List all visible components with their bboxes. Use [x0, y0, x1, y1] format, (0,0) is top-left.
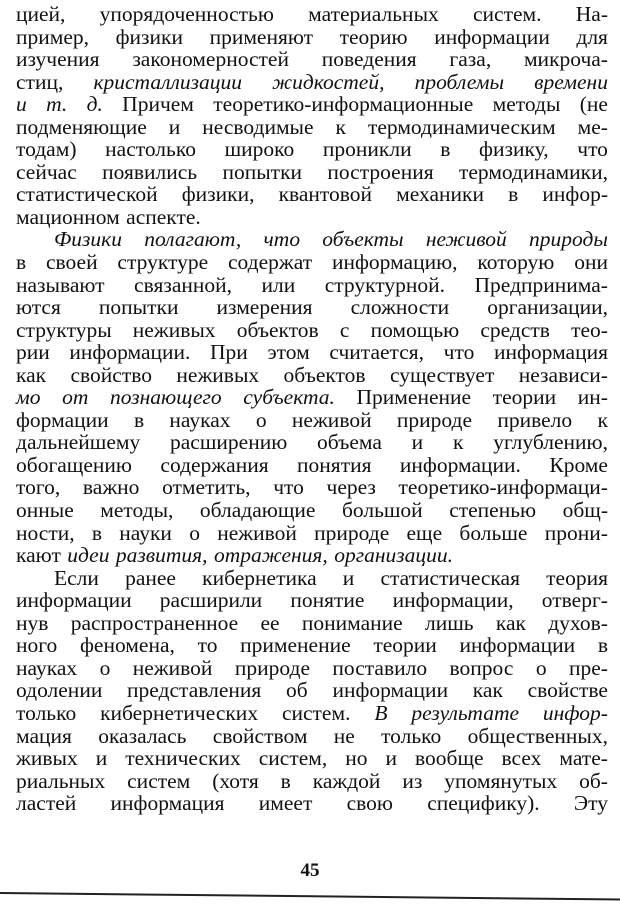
word: неживой: [291, 407, 372, 432]
word: расширению: [170, 430, 288, 455]
word: систем: [127, 768, 191, 793]
word: вообще: [415, 746, 484, 771]
word: общественных,: [467, 723, 608, 748]
word: своей: [45, 250, 98, 275]
word: При: [210, 340, 248, 365]
word: несводимые: [202, 114, 314, 139]
word: кают: [16, 543, 61, 568]
word: (хотя: [212, 768, 259, 793]
word: Физики: [54, 227, 122, 252]
word: оказалась: [98, 723, 187, 748]
word: общ-: [562, 498, 608, 523]
word: обогащению: [16, 452, 132, 477]
word: информацию,: [331, 250, 458, 275]
word: понимание: [301, 610, 403, 635]
word: только: [16, 700, 77, 725]
word: об: [286, 678, 308, 703]
word: духов-: [548, 610, 608, 635]
word: отражения,: [213, 543, 328, 568]
word: представления: [127, 678, 262, 703]
word: Кроме: [549, 452, 608, 477]
word: ности,: [16, 520, 75, 545]
word: о: [535, 655, 547, 680]
word: проникли: [322, 137, 412, 162]
word: онные: [16, 498, 74, 523]
word: методы: [492, 92, 561, 117]
text-line: [16, 589, 608, 612]
word: что: [263, 227, 301, 252]
text-line: [16, 612, 608, 635]
word: и: [95, 746, 108, 771]
word: науки: [119, 520, 172, 545]
text-line: [16, 454, 608, 477]
word: свойством: [212, 723, 308, 748]
word: или: [261, 272, 296, 297]
text-line: [16, 319, 608, 342]
word: содержания: [160, 452, 269, 477]
text-line: [16, 93, 608, 116]
word: что: [443, 340, 475, 365]
word: поставило: [332, 655, 428, 680]
word: информации.: [399, 452, 521, 477]
text-line: [16, 161, 608, 184]
word: ин-: [577, 385, 608, 410]
text-line: [16, 431, 608, 454]
word: попытки: [222, 159, 303, 184]
word: кристаллизации: [93, 69, 242, 94]
word: мо: [16, 385, 41, 410]
word: методы,: [100, 498, 174, 523]
word: ее: [260, 610, 280, 635]
word: природе: [396, 407, 473, 432]
word: д.: [86, 92, 103, 117]
word: информации.: [69, 340, 191, 365]
paragraph: [16, 567, 608, 815]
word: газа,: [449, 47, 492, 72]
word: содержат: [228, 250, 313, 275]
word: неживых: [176, 362, 260, 387]
word: теорию: [339, 24, 408, 49]
word: подменяющие: [16, 114, 147, 139]
word: что: [273, 475, 304, 500]
word: ного: [16, 633, 58, 658]
word: вопрос: [449, 655, 514, 680]
word: На-: [575, 2, 608, 26]
word: распространенное: [70, 610, 239, 635]
word: информации: [332, 678, 449, 703]
text-line: [16, 138, 608, 161]
word: об-: [579, 768, 608, 793]
word: того,: [16, 475, 61, 500]
word: в: [597, 633, 608, 658]
word: времени: [534, 69, 608, 94]
word: свойстве: [527, 678, 608, 703]
word: информации,: [392, 588, 514, 613]
word: настолько: [105, 137, 196, 162]
word: с: [339, 317, 350, 342]
word: только: [381, 723, 442, 748]
word: тео-: [571, 317, 608, 342]
word: информации: [459, 633, 576, 658]
word: через: [326, 475, 376, 500]
word: мационном: [16, 204, 120, 229]
word: природы: [529, 227, 608, 252]
word: о: [255, 407, 267, 432]
text-line: [16, 251, 608, 274]
word: в: [133, 407, 145, 432]
word: то: [197, 633, 218, 658]
word: измерения: [216, 295, 313, 320]
word: как: [16, 362, 47, 387]
word: каждой: [312, 768, 381, 793]
word: рии: [16, 340, 50, 365]
word: Применение: [356, 385, 472, 410]
word: природе: [234, 655, 310, 680]
word: дальнейшему: [16, 430, 141, 455]
word: ме-: [577, 114, 608, 139]
word: ранее: [125, 565, 176, 590]
word: специфику).: [427, 791, 540, 816]
word: лишь: [424, 610, 474, 635]
word: аспекте.: [126, 204, 201, 229]
word: и: [411, 430, 424, 455]
text-line: [16, 544, 608, 567]
word: независи-: [518, 362, 608, 387]
word: о: [189, 520, 200, 545]
word: к: [335, 114, 346, 139]
word: отметить,: [162, 475, 251, 500]
word: субъекта.: [243, 385, 335, 410]
word: существует: [389, 362, 495, 387]
word: свою: [346, 791, 393, 816]
text-line: [16, 48, 608, 71]
word: неживой: [132, 655, 213, 680]
text-line: [16, 702, 608, 725]
word: понятие: [290, 588, 365, 613]
word: поведения: [321, 47, 417, 72]
word: еще: [406, 520, 443, 545]
word: применение: [240, 633, 351, 658]
text-line: [16, 770, 608, 793]
word: как: [495, 610, 526, 635]
word: материальных: [308, 2, 439, 26]
word: т.: [46, 92, 68, 117]
word: считается,: [329, 340, 425, 365]
word: микроча-: [523, 47, 608, 72]
word: жидкостей,: [272, 69, 385, 94]
word: развития,: [115, 543, 208, 568]
word: отверг-: [541, 588, 608, 613]
paragraph: [16, 3, 608, 228]
word: упорядоченностью: [99, 2, 274, 26]
word: что: [577, 137, 608, 162]
text-line: [16, 567, 608, 590]
word: неживой: [217, 520, 297, 545]
word: теории: [373, 633, 437, 658]
word: систем.: [473, 2, 542, 26]
word: информации: [434, 24, 550, 49]
word: информация: [110, 791, 225, 816]
word: этом: [267, 340, 310, 365]
word: объектов: [283, 362, 366, 387]
word: и: [16, 92, 27, 117]
text-line: [16, 206, 608, 229]
word: инфор-: [542, 182, 608, 207]
word: углублению,: [493, 430, 608, 455]
word: цией,: [16, 2, 66, 26]
word: структуры: [16, 317, 112, 342]
text-line: [16, 228, 608, 251]
word: объекты: [322, 227, 404, 252]
word: теории: [492, 385, 557, 410]
word: в: [508, 182, 519, 207]
text-line: [16, 26, 608, 49]
text-line: [16, 364, 608, 387]
word: теоретико-информаци-: [398, 475, 608, 500]
word: статистической: [16, 182, 158, 207]
word: идеи: [67, 543, 110, 568]
word: и: [168, 114, 181, 139]
word: неживой: [425, 227, 507, 252]
word: Причем: [122, 92, 194, 117]
text-line: [16, 341, 608, 364]
word: результате: [411, 700, 520, 725]
word: организации,: [487, 295, 608, 320]
word: полагают,: [144, 227, 242, 252]
word: связанной,: [134, 272, 233, 297]
word: ются: [16, 295, 61, 320]
word: систем.: [281, 700, 351, 725]
text-line: [16, 634, 608, 657]
word: но: [345, 746, 368, 771]
paragraph: [16, 228, 608, 566]
word: как: [472, 678, 503, 703]
word: в: [440, 137, 451, 162]
word: сейчас: [16, 159, 77, 184]
word: сложности: [350, 295, 450, 320]
word: познающего: [110, 385, 222, 410]
word: объема: [317, 430, 382, 455]
page-bottom-rule: [0, 892, 620, 901]
word: стиц,: [16, 69, 64, 94]
word: формации: [16, 407, 109, 432]
word: структурной.: [324, 272, 446, 297]
word: попытки: [98, 295, 179, 320]
page-number: 45: [300, 860, 320, 881]
word: появились: [102, 159, 198, 184]
text-line: [16, 476, 608, 499]
word: к: [597, 407, 608, 432]
word: большой: [341, 498, 423, 523]
word: организации.: [334, 543, 454, 568]
word: свойство: [70, 362, 152, 387]
word: помощью: [370, 317, 460, 342]
text-line: [16, 792, 608, 815]
word: от: [62, 385, 89, 410]
word: всех: [501, 746, 542, 771]
word: физики: [115, 24, 183, 49]
word: применяют: [209, 24, 314, 49]
text-line: [16, 296, 608, 319]
word: построения: [327, 159, 434, 184]
word: нув: [16, 610, 49, 635]
word: информация: [493, 340, 608, 365]
word: расширили: [159, 588, 263, 613]
word: В: [374, 700, 388, 725]
word: степенью: [449, 498, 537, 523]
text-line: [16, 116, 608, 139]
word: из: [402, 768, 423, 793]
word: природе: [314, 520, 390, 545]
word: средств: [480, 317, 550, 342]
text-line: [16, 747, 608, 770]
word: объектов: [236, 317, 319, 342]
text-line: [16, 499, 608, 522]
word: не: [333, 723, 355, 748]
word: прони-: [544, 520, 608, 545]
word: одолении: [16, 678, 103, 703]
word: называют: [16, 272, 105, 297]
word: механики: [396, 182, 485, 207]
text-line: [16, 522, 608, 545]
word: изучения: [16, 47, 100, 72]
word: для: [576, 24, 608, 49]
word: важно: [82, 475, 140, 500]
word: термодинамики,: [458, 159, 608, 184]
text-line: [16, 409, 608, 432]
word: и: [385, 746, 398, 771]
word: термодинамическим: [367, 114, 556, 139]
word: пре-: [569, 655, 608, 680]
word: к: [452, 430, 464, 455]
word: физики,: [181, 182, 255, 207]
word: больше: [459, 520, 528, 545]
word: которую: [477, 250, 555, 275]
word: физику,: [479, 137, 549, 162]
text-line: [16, 3, 608, 26]
text-line: [16, 679, 608, 702]
word: науках: [169, 407, 231, 432]
word: систем,: [258, 746, 328, 771]
text-line: [16, 725, 608, 748]
word: имеет: [258, 791, 313, 816]
word: о: [99, 655, 111, 680]
word: информации: [16, 588, 132, 613]
word: кибернетика: [202, 565, 317, 590]
word: широко: [224, 137, 295, 162]
body-text: [16, 3, 608, 815]
word: неживых: [132, 317, 216, 342]
word: тодам): [16, 137, 77, 162]
word: Эту: [573, 791, 608, 816]
word: структуре: [117, 250, 209, 275]
word: и: [342, 565, 355, 590]
word: ластей: [16, 791, 77, 816]
word: понятия: [297, 452, 372, 477]
word: пример,: [16, 24, 90, 49]
word: науках: [16, 655, 78, 680]
word: мация: [16, 723, 72, 748]
word: в: [91, 520, 103, 545]
text-line: [16, 657, 608, 680]
text-line: [16, 274, 608, 297]
word: привело: [497, 407, 573, 432]
word: (не: [579, 92, 608, 117]
word: квантовой: [278, 182, 373, 207]
word: закономерностей: [132, 47, 289, 72]
text-line: [16, 183, 608, 206]
word: статистическая: [380, 565, 520, 590]
word: в: [16, 250, 27, 275]
word: теоретико-информационные: [213, 92, 474, 117]
word: обладающие: [199, 498, 316, 523]
word: кибернетических: [100, 700, 259, 725]
word: упомянутых: [444, 768, 558, 793]
text-line: [16, 71, 608, 94]
word: Предпринима-: [474, 272, 608, 297]
text-line: [16, 386, 608, 409]
word: они: [574, 250, 608, 275]
word: мате-: [559, 746, 608, 771]
word: инфор-: [542, 700, 608, 725]
word: проблемы: [414, 69, 505, 94]
word: риальных: [16, 768, 106, 793]
word: в: [280, 768, 291, 793]
word: живых: [16, 746, 78, 771]
word: теория: [546, 565, 608, 590]
word: Если: [54, 565, 99, 590]
word: феномена,: [79, 633, 175, 658]
word: технических: [125, 746, 241, 771]
